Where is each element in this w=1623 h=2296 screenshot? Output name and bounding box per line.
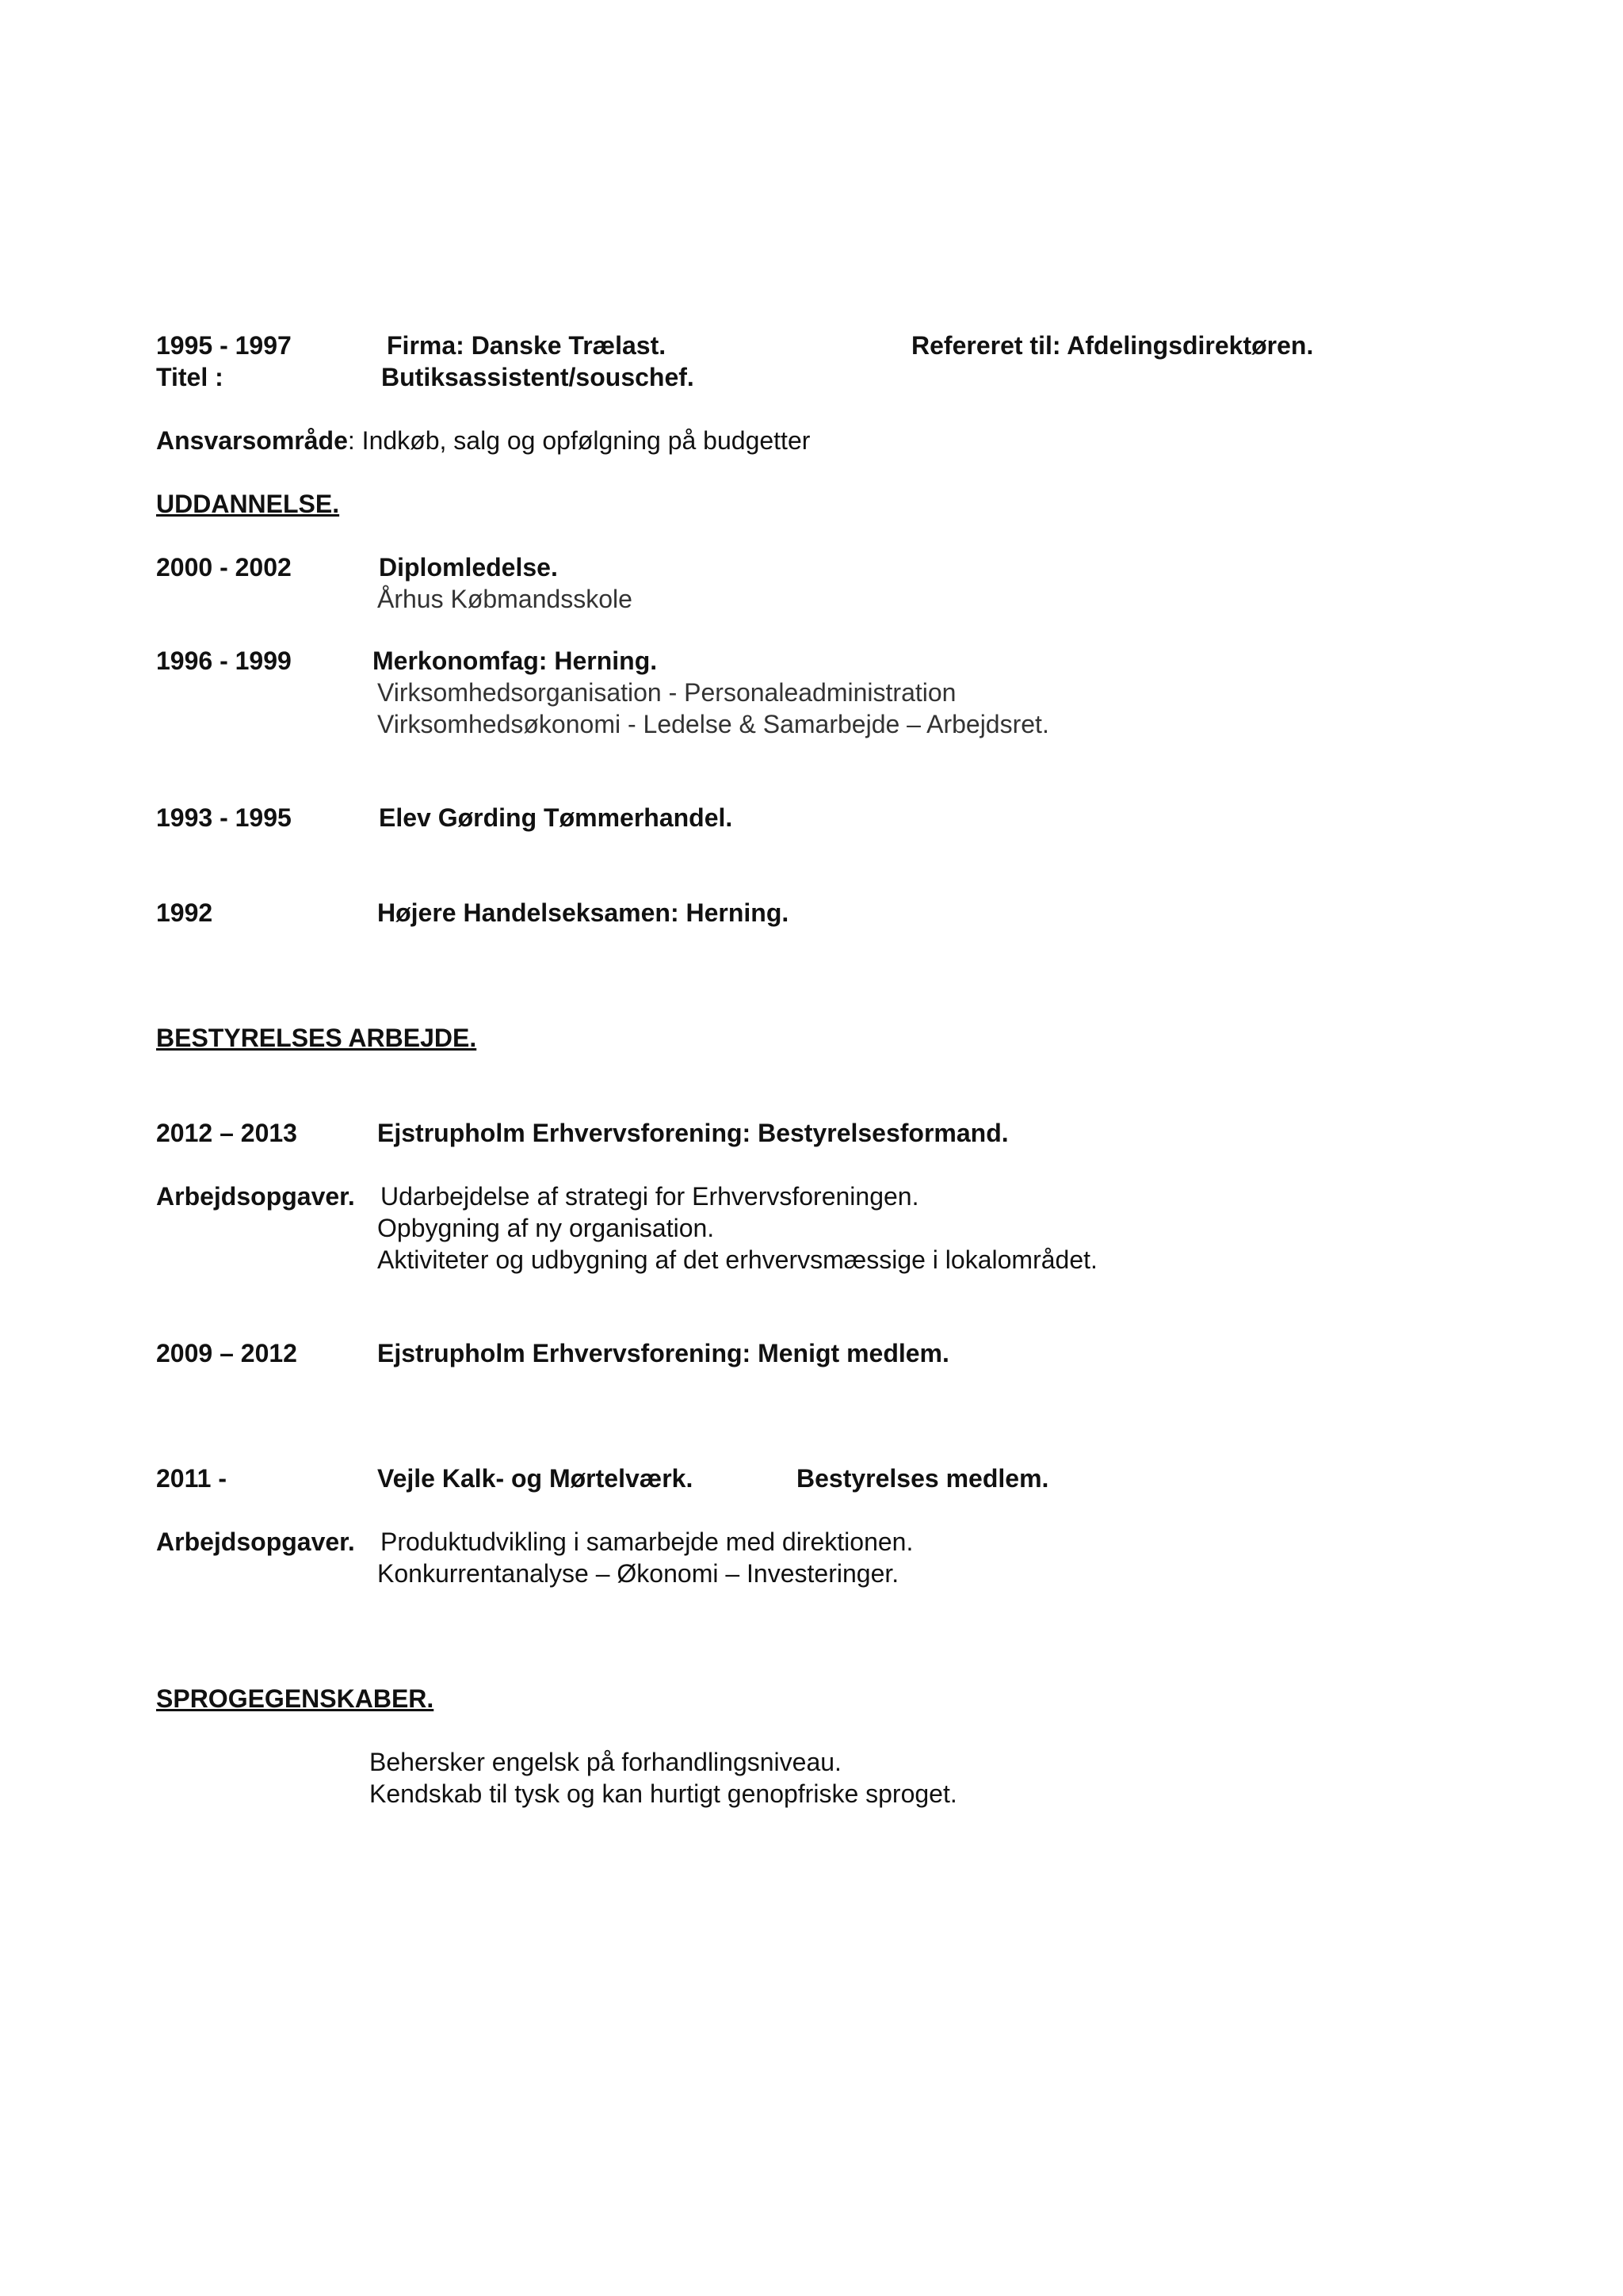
education-name: Diplomledelse. (379, 553, 558, 582)
education-name: Højere Handelseksamen: Herning. (377, 898, 789, 927)
education-period: 1996 - 1999 (156, 646, 292, 675)
employment-title-label: Titel : (156, 363, 223, 391)
education-period: 1993 - 1995 (156, 803, 292, 832)
board-period: 2012 – 2013 (156, 1119, 297, 1147)
employment-period: 1995 - 1997 (156, 331, 292, 360)
education-period: 1992 (156, 898, 213, 927)
language-line: Behersker engelsk på forhandlingsniveau. (369, 1748, 842, 1776)
education-name: Elev Gørding Tømmerhandel. (379, 803, 733, 832)
board-tasks-label: Arbejdsopgaver. (156, 1527, 355, 1556)
board-name: Ejstrupholm Erhvervsforening: Bestyrelsesformand. (377, 1119, 1009, 1147)
board-task: Opbygning af ny organisation. (377, 1214, 715, 1242)
language-line: Kendskab til tysk og kan hurtigt genopfriske sproget. (369, 1779, 957, 1808)
education-period: 2000 - 2002 (156, 553, 292, 582)
education-name: Merkonomfag: Herning. (372, 646, 658, 675)
education-detail: Virksomhedsøkonomi - Ledelse & Samarbejde – Arbejdsret. (377, 710, 1049, 738)
employment-title-value: Butiksassistent/souschef. (381, 363, 694, 391)
board-period: 2009 – 2012 (156, 1339, 297, 1367)
board-name: Ejstrupholm Erhvervsforening: Menigt medlem. (377, 1339, 949, 1367)
responsibility-line (156, 425, 810, 456)
employment-company: Firma: Danske Trælast. (387, 331, 666, 360)
languages-heading: SPROGEGENSKABER. (156, 1684, 434, 1713)
board-name: Vejle Kalk- og Mørtelværk. (377, 1464, 693, 1493)
responsibility-value: : Indkøb, salg og opfølgning på budgetter (347, 426, 811, 455)
education-heading: UDDANNELSE. (156, 490, 340, 518)
board-task: Produktudvikling i samarbejde med direktionen. (380, 1527, 914, 1556)
board-tasks-label: Arbejdsopgaver. (156, 1182, 355, 1211)
board-task: Konkurrentanalyse – Økonomi – Investeringer. (377, 1559, 899, 1588)
education-detail: Virksomhedsorganisation - Personaleadministration (377, 678, 957, 707)
board-role: Bestyrelses medlem. (796, 1464, 1049, 1493)
responsibility-label: Ansvarsområde (156, 426, 348, 455)
education-detail: Århus Købmandsskole (377, 585, 632, 613)
board-heading: BESTYRELSES ARBEJDE. (156, 1024, 477, 1052)
board-task: Aktiviteter og udbygning af det erhvervsmæssige i lokalområdet. (377, 1245, 1098, 1274)
employment-reports-to: Refereret til: Afdelingsdirektøren. (911, 331, 1314, 360)
board-period: 2011 - (156, 1464, 227, 1493)
board-task: Udarbejdelse af strategi for Erhvervsforeningen. (380, 1182, 919, 1211)
